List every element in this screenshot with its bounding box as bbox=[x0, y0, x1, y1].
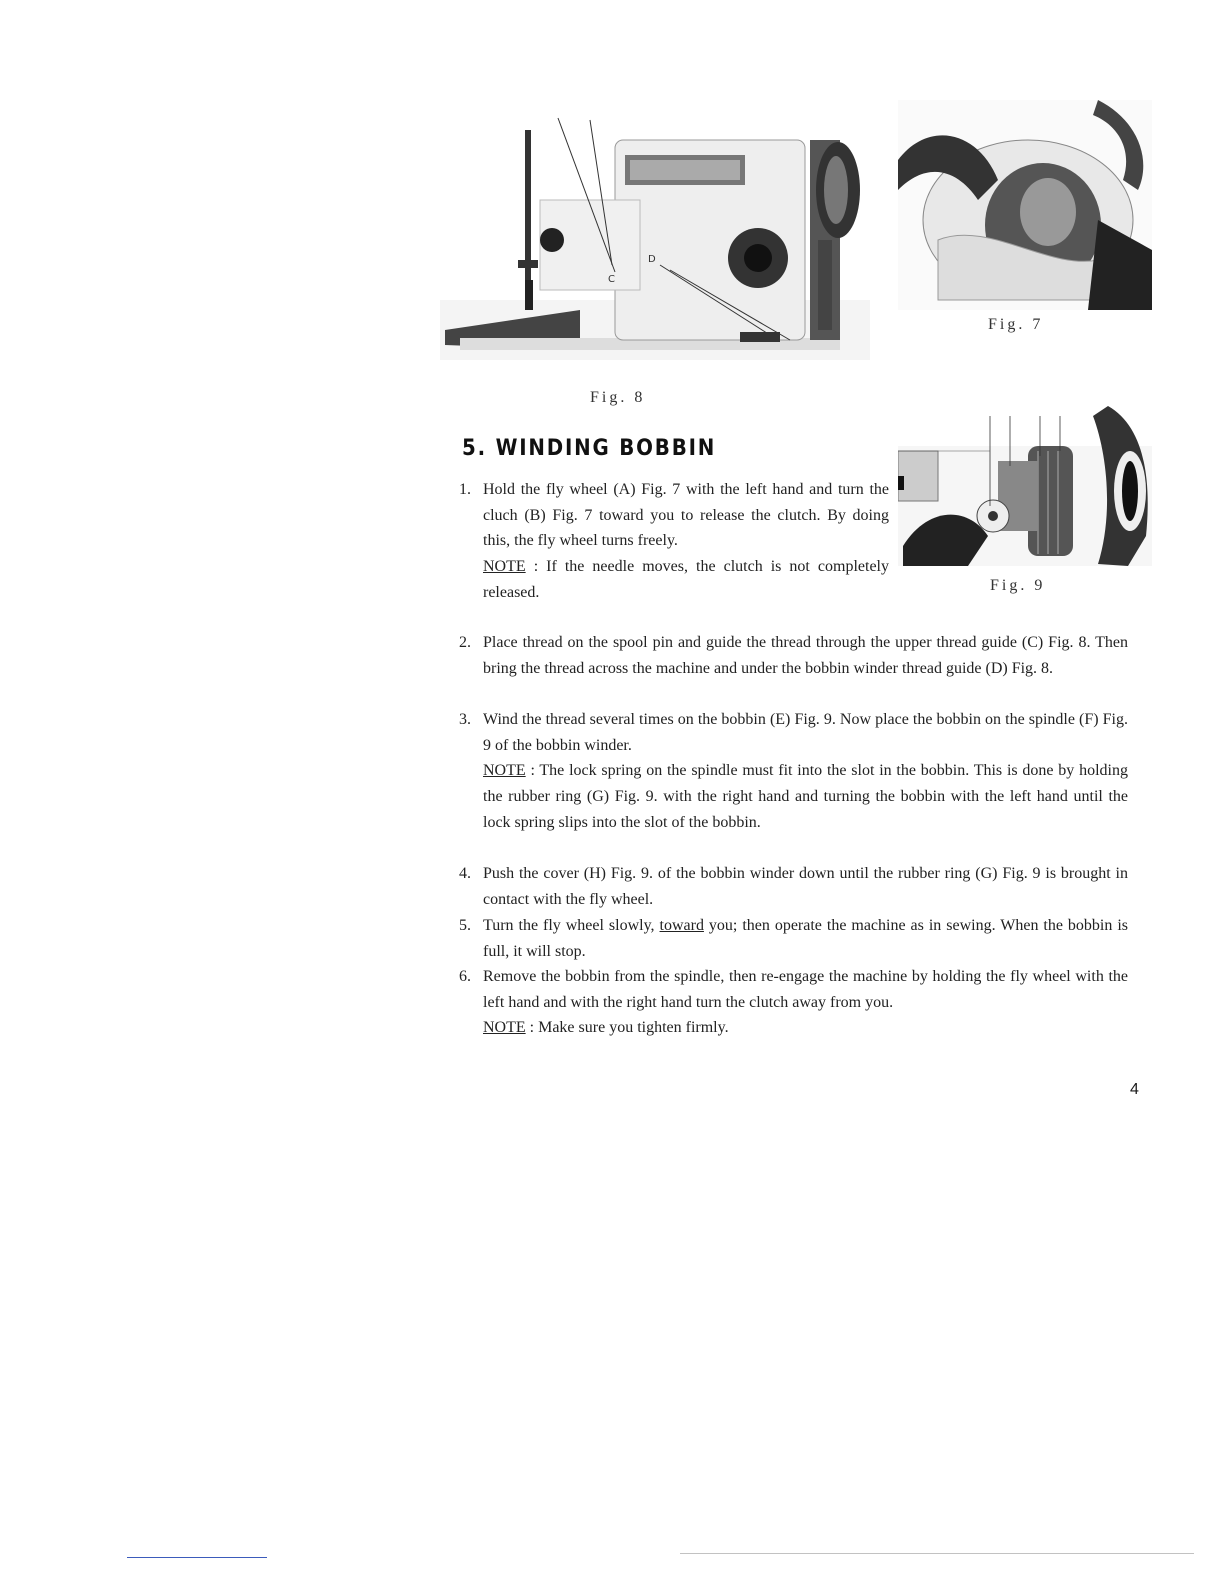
step-2-number: 2. bbox=[459, 634, 471, 651]
fig8-label-c: C bbox=[608, 274, 615, 285]
step-6-note-label: NOTE bbox=[483, 1019, 526, 1037]
step-5-number: 5. bbox=[459, 917, 471, 934]
step-3-note-text: : The lock spring on the spindle must fit into the slot in the bobbin. This is done by holding the rubber ring (G) Fig. 9. with the right hand and turning the bobbin with the left hand until the lock spring slips into the slot of the bobbin. bbox=[483, 762, 1128, 831]
step-4-number: 4. bbox=[459, 865, 471, 882]
step-4-text: Push the cover (H) Fig. 9. of the bobbin winder down until the rubber ring (G) Fig. 9 is brought in contact with the fly wheel. bbox=[483, 865, 1128, 908]
bottom-right-rule bbox=[680, 1553, 1194, 1554]
fig8-label-d: D bbox=[648, 254, 656, 265]
step-5-text bbox=[483, 913, 1128, 964]
figure-7-caption: Fig. 7 bbox=[988, 316, 1044, 333]
step-2-text: Place thread on the spool pin and guide the thread through the upper thread guide (C) Fig. 8. Then bring the thread across the machine and under the bobbin winder thread guide (D) Fig. 8. bbox=[483, 634, 1128, 677]
step-6-note-text: : Make sure you tighten firmly. bbox=[525, 1019, 729, 1037]
step-1-number: 1. bbox=[459, 481, 471, 498]
step-5-text-underlined: toward bbox=[659, 917, 704, 934]
figure-9-image bbox=[898, 396, 1152, 572]
step-3-body: Wind the thread several times on the bobbin (E) Fig. 9. Now place the bobbin on the spindle (F) Fig. 9 of the bobbin winder. bbox=[483, 711, 1128, 754]
figure-8-image bbox=[440, 100, 870, 360]
step-6-number: 6. bbox=[459, 968, 471, 985]
step-3-number: 3. bbox=[459, 711, 471, 728]
step-6-text bbox=[483, 964, 1128, 1041]
bottom-left-rule bbox=[127, 1557, 267, 1558]
step-1-text bbox=[483, 477, 889, 606]
figure-9-caption: Fig. 9 bbox=[990, 577, 1046, 594]
step-3-text bbox=[483, 707, 1128, 836]
step-1-body: Hold the fly wheel (A) Fig. 7 with the left hand and turn the cluch (B) Fig. 7 toward you to release the clutch. By doing this, the fly wheel turns freely. bbox=[483, 481, 889, 550]
step-5-text-before: Turn the fly wheel slowly, bbox=[483, 917, 660, 934]
section-title: 5. WINDING BOBBIN bbox=[462, 436, 717, 461]
figure-7-image bbox=[898, 100, 1152, 310]
figure-8-caption: Fig. 8 bbox=[590, 389, 646, 406]
step-5-text-after: you; then operate the machine as in sewing. When the bobbin is full, it will stop. bbox=[483, 917, 1128, 960]
step-1-note-label: NOTE bbox=[483, 558, 526, 576]
step-1-note-text: : If the needle moves, the clutch is not completely released. bbox=[483, 558, 889, 601]
step-6-body: Remove the bobbin from the spindle, then re-engage the machine by holding the fly wheel with the left hand and with the right hand turn the clutch away from you. bbox=[483, 968, 1128, 1011]
step-3-note-label: NOTE bbox=[483, 762, 526, 780]
page-number: 4 bbox=[1130, 1081, 1139, 1098]
